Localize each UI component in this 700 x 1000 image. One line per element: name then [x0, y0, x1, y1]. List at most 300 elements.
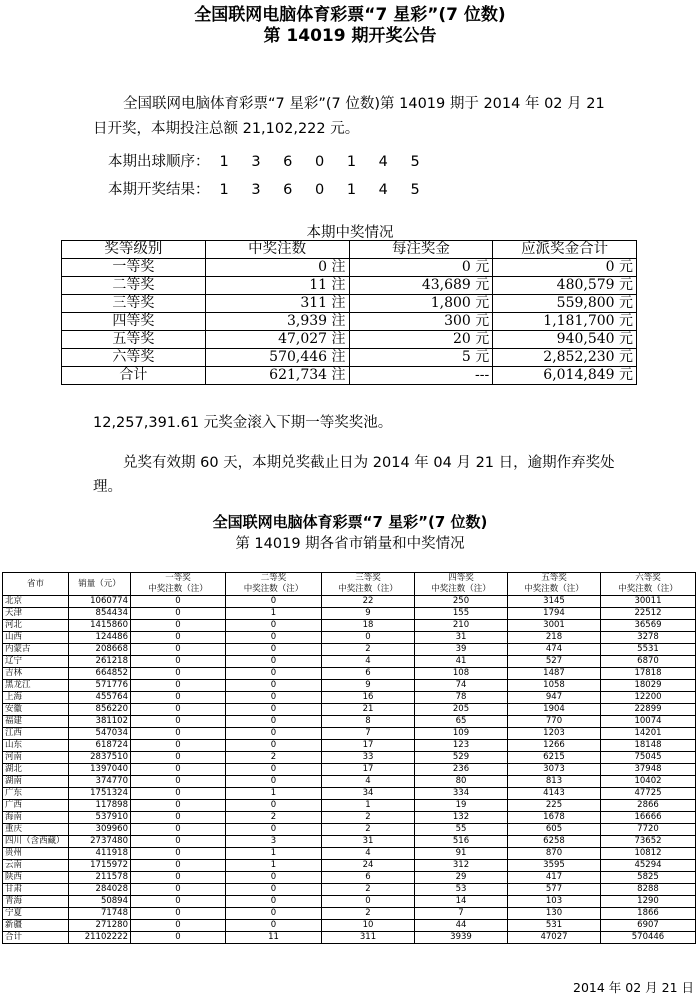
province-row	[3, 836, 696, 848]
province-sales-cell: 284028	[69, 884, 131, 896]
prize-row	[62, 277, 637, 295]
draw-result-numbers: 1 3 6 0 1 4 5	[219, 182, 429, 198]
province-sales-cell: 618724	[69, 740, 131, 752]
province-count-cell: 527	[508, 656, 601, 668]
announcement-title: 全国联网电脑体育彩票“7 星彩”(7 位数)	[194, 5, 506, 25]
province-count-cell: 3145	[508, 596, 601, 608]
province-count-cell: 3278	[601, 632, 696, 644]
province-count-cell: 210	[415, 620, 508, 632]
prize-table	[61, 240, 637, 385]
province-row	[3, 692, 696, 704]
province-count-cell: 417	[508, 872, 601, 884]
prize-row	[62, 295, 637, 313]
level-header	[601, 573, 696, 596]
province-name-cell: 青海	[3, 896, 69, 908]
validity-line-1: 兑奖有效期 60 天，本期兑奖截止日为 2014 年 04 月 21 日，逾期作弃奖处	[123, 455, 615, 471]
province-sales-cell: 1715972	[69, 860, 131, 872]
province-count-cell: 0	[226, 716, 322, 728]
province-count-cell: 4	[322, 776, 415, 788]
province-row	[3, 716, 696, 728]
province-count-cell: 570446	[601, 932, 696, 944]
province-count-cell: 0	[226, 908, 322, 920]
draw-order-label: 本期出球顺序：	[108, 154, 210, 170]
prize-value-cell: 559,800 元	[493, 295, 637, 313]
level-name: 四等奖	[448, 573, 474, 583]
province-count-cell: 1290	[601, 896, 696, 908]
province-count-cell: 6870	[601, 656, 696, 668]
province-count-cell: 36569	[601, 620, 696, 632]
province-count-cell: 65	[415, 716, 508, 728]
province-count-cell: 2	[322, 644, 415, 656]
sales-subtitle: 第 14019 期各省市销量和中奖情况	[235, 536, 465, 552]
province-row	[3, 728, 696, 740]
province-count-cell: 109	[415, 728, 508, 740]
province-count-cell: 91	[415, 848, 508, 860]
province-count-cell: 47027	[508, 932, 601, 944]
prize-value-cell: 940,540 元	[493, 331, 637, 349]
province-count-cell: 0	[226, 644, 322, 656]
province-sales-cell: 411918	[69, 848, 131, 860]
province-count-cell: 34	[322, 788, 415, 800]
province-count-cell: 24	[322, 860, 415, 872]
level-count-label: 中奖注数（注）	[618, 584, 678, 594]
province-count-cell: 19	[415, 800, 508, 812]
province-count-cell: 3939	[415, 932, 508, 944]
province-sales-cell: 1751324	[69, 788, 131, 800]
province-count-cell: 2	[226, 812, 322, 824]
province-name-cell: 河北	[3, 620, 69, 632]
province-count-cell: 218	[508, 632, 601, 644]
province-count-cell: 0	[131, 836, 226, 848]
province-count-cell: 55	[415, 824, 508, 836]
province-sales-cell: 309960	[69, 824, 131, 836]
prize-value-cell: 47,027 注	[205, 331, 349, 349]
level-count-label: 中奖注数（注）	[524, 584, 584, 594]
province-count-cell: 31	[322, 836, 415, 848]
prize-value-cell: 1,181,700 元	[493, 313, 637, 331]
province-count-cell: 0	[131, 848, 226, 860]
province-count-cell: 0	[131, 752, 226, 764]
province-count-cell: 0	[226, 872, 322, 884]
prize-value-cell: 2,852,230 元	[493, 349, 637, 367]
prize-value-cell: ---	[349, 367, 493, 385]
province-count-cell: 37948	[601, 764, 696, 776]
level-header	[322, 573, 415, 596]
province-count-cell: 1	[226, 848, 322, 860]
province-count-cell: 103	[508, 896, 601, 908]
province-count-cell: 0	[131, 764, 226, 776]
province-count-cell: 9	[322, 680, 415, 692]
province-sales-cell: 547034	[69, 728, 131, 740]
province-name-cell: 广东	[3, 788, 69, 800]
province-count-cell: 947	[508, 692, 601, 704]
province-count-cell: 0	[226, 896, 322, 908]
province-count-cell: 30011	[601, 596, 696, 608]
prize-header-cell: 中奖注数	[205, 241, 349, 259]
prize-row	[62, 331, 637, 349]
province-count-cell: 39	[415, 644, 508, 656]
province-row	[3, 824, 696, 836]
province-sales-cell: 537910	[69, 812, 131, 824]
province-count-cell: 10812	[601, 848, 696, 860]
province-count-cell: 236	[415, 764, 508, 776]
prize-table-header-row	[62, 241, 637, 259]
province-sales-cell: 21102222	[69, 932, 131, 944]
province-count-cell: 155	[415, 608, 508, 620]
province-name-cell: 天津	[3, 608, 69, 620]
province-count-cell: 0	[226, 728, 322, 740]
province-count-cell: 22899	[601, 704, 696, 716]
province-count-cell: 0	[131, 920, 226, 932]
province-header: 省市	[3, 573, 69, 596]
province-count-cell: 73652	[601, 836, 696, 848]
prize-value-cell: 0 元	[349, 259, 493, 277]
prize-level-cell: 六等奖	[62, 349, 206, 367]
province-count-cell: 0	[131, 872, 226, 884]
province-row	[3, 848, 696, 860]
province-count-cell: 21	[322, 704, 415, 716]
province-count-cell: 4143	[508, 788, 601, 800]
province-sales-cell: 117898	[69, 800, 131, 812]
province-name-cell: 甘肃	[3, 884, 69, 896]
draw-order-numbers: 1 3 6 0 1 4 5	[219, 154, 429, 170]
level-header	[508, 573, 601, 596]
province-count-cell: 3595	[508, 860, 601, 872]
prize-value-cell: 1,800 元	[349, 295, 493, 313]
level-name: 六等奖	[635, 573, 661, 583]
province-count-cell: 0	[226, 680, 322, 692]
prize-value-cell: 43,689 元	[349, 277, 493, 295]
province-count-cell: 130	[508, 908, 601, 920]
province-name-cell: 吉林	[3, 668, 69, 680]
province-count-cell: 108	[415, 668, 508, 680]
province-count-cell: 0	[322, 632, 415, 644]
province-count-cell: 0	[131, 644, 226, 656]
province-count-cell: 31	[415, 632, 508, 644]
province-count-cell: 250	[415, 596, 508, 608]
province-count-cell: 1678	[508, 812, 601, 824]
rollover-note: 12,257,391.61 元奖金滚入下期一等奖奖池。	[93, 415, 393, 431]
province-count-cell: 334	[415, 788, 508, 800]
province-row	[3, 860, 696, 872]
level-header	[415, 573, 508, 596]
province-sales-cell: 124486	[69, 632, 131, 644]
province-name-cell: 云南	[3, 860, 69, 872]
prize-value-cell: 0 元	[493, 259, 637, 277]
level-name: 三等奖	[355, 573, 381, 583]
province-count-cell: 78	[415, 692, 508, 704]
province-sales-cell: 71748	[69, 908, 131, 920]
province-row	[3, 800, 696, 812]
province-count-cell: 16	[322, 692, 415, 704]
province-count-cell: 10402	[601, 776, 696, 788]
prize-value-cell: 480,579 元	[493, 277, 637, 295]
province-sales-cell: 211578	[69, 872, 131, 884]
province-count-cell: 44	[415, 920, 508, 932]
province-count-cell: 0	[226, 668, 322, 680]
province-count-cell: 0	[226, 764, 322, 776]
prize-value-cell: 6,014,849 元	[493, 367, 637, 385]
province-count-cell: 7720	[601, 824, 696, 836]
prize-value-cell: 621,734 注	[205, 367, 349, 385]
province-count-cell: 14201	[601, 728, 696, 740]
province-count-cell: 17818	[601, 668, 696, 680]
draw-result	[108, 178, 429, 199]
province-count-cell: 0	[322, 896, 415, 908]
province-row	[3, 680, 696, 692]
province-sales-cell: 50894	[69, 896, 131, 908]
province-row	[3, 632, 696, 644]
level-header	[131, 573, 226, 596]
province-row	[3, 872, 696, 884]
province-name-cell: 贵州	[3, 848, 69, 860]
prize-level-cell: 合计	[62, 367, 206, 385]
province-count-cell: 3073	[508, 764, 601, 776]
province-name-cell: 山西	[3, 632, 69, 644]
province-sales-cell: 856220	[69, 704, 131, 716]
province-name-cell: 安徽	[3, 704, 69, 716]
province-count-cell: 2	[322, 824, 415, 836]
province-count-cell: 8288	[601, 884, 696, 896]
province-name-cell: 四川（含西藏）	[3, 836, 69, 848]
province-count-cell: 6258	[508, 836, 601, 848]
province-row	[3, 644, 696, 656]
province-count-cell: 45294	[601, 860, 696, 872]
province-name-cell: 辽宁	[3, 656, 69, 668]
province-count-cell: 123	[415, 740, 508, 752]
prize-header-cell: 应派奖金合计	[493, 241, 637, 259]
announcement-subtitle: 第 14019 期开奖公告	[263, 26, 437, 46]
province-count-cell: 0	[131, 788, 226, 800]
province-count-cell: 6	[322, 668, 415, 680]
province-count-cell: 0	[131, 632, 226, 644]
province-name-cell: 海南	[3, 812, 69, 824]
province-sales-cell: 1415860	[69, 620, 131, 632]
prize-value-cell: 3,939 注	[205, 313, 349, 331]
level-count-label: 中奖注数（注）	[243, 584, 304, 594]
province-count-cell: 7	[322, 728, 415, 740]
province-count-cell: 0	[131, 908, 226, 920]
prize-level-cell: 三等奖	[62, 295, 206, 313]
province-sales-cell: 374770	[69, 776, 131, 788]
province-count-cell: 8	[322, 716, 415, 728]
province-count-cell: 0	[226, 884, 322, 896]
province-row	[3, 656, 696, 668]
province-count-cell: 0	[131, 716, 226, 728]
province-count-cell: 577	[508, 884, 601, 896]
province-count-cell: 5825	[601, 872, 696, 884]
province-row	[3, 608, 696, 620]
province-count-cell: 2	[226, 752, 322, 764]
province-count-cell: 0	[226, 824, 322, 836]
province-name-cell: 合计	[3, 932, 69, 944]
province-count-cell: 0	[131, 608, 226, 620]
level-count-label: 中奖注数（注）	[338, 584, 398, 594]
province-count-cell: 0	[226, 920, 322, 932]
province-count-cell: 0	[131, 884, 226, 896]
province-table-body	[3, 596, 696, 944]
prize-value-cell: 0 注	[205, 259, 349, 277]
province-count-cell: 10	[322, 920, 415, 932]
province-name-cell: 湖南	[3, 776, 69, 788]
prize-table-body	[62, 259, 637, 385]
province-name-cell: 内蒙古	[3, 644, 69, 656]
province-count-cell: 3	[226, 836, 322, 848]
prize-value-cell: 11 注	[205, 277, 349, 295]
province-count-cell: 0	[226, 656, 322, 668]
province-count-cell: 605	[508, 824, 601, 836]
province-count-cell: 0	[131, 824, 226, 836]
footer-date: 2014 年 02 月 21 日	[573, 980, 694, 995]
province-count-cell: 311	[322, 932, 415, 944]
province-count-cell: 29	[415, 872, 508, 884]
province-name-cell: 陕西	[3, 872, 69, 884]
province-name-cell: 山东	[3, 740, 69, 752]
level-name: 一等奖	[165, 573, 191, 583]
province-row	[3, 764, 696, 776]
prize-row	[62, 367, 637, 385]
province-count-cell: 0	[226, 800, 322, 812]
prize-value-cell: 20 元	[349, 331, 493, 349]
province-count-cell: 6907	[601, 920, 696, 932]
province-count-cell: 0	[131, 860, 226, 872]
province-count-cell: 1794	[508, 608, 601, 620]
prize-header-cell: 每注奖金	[349, 241, 493, 259]
level-name: 二等奖	[260, 573, 287, 583]
prize-level-cell: 五等奖	[62, 331, 206, 349]
province-count-cell: 18	[322, 620, 415, 632]
province-count-cell: 0	[226, 620, 322, 632]
province-count-cell: 474	[508, 644, 601, 656]
prize-row	[62, 259, 637, 277]
province-count-cell: 0	[131, 932, 226, 944]
province-count-cell: 11	[226, 932, 322, 944]
province-count-cell: 0	[131, 704, 226, 716]
province-count-cell: 770	[508, 716, 601, 728]
province-name-cell: 河南	[3, 752, 69, 764]
province-count-cell: 2	[322, 908, 415, 920]
province-count-cell: 22512	[601, 608, 696, 620]
province-name-cell: 广西	[3, 800, 69, 812]
province-sales-cell: 208668	[69, 644, 131, 656]
province-row	[3, 812, 696, 824]
province-count-cell: 0	[131, 800, 226, 812]
province-row	[3, 908, 696, 920]
province-count-cell: 1904	[508, 704, 601, 716]
province-count-cell: 1	[322, 800, 415, 812]
province-count-cell: 0	[131, 596, 226, 608]
sales-title: 全国联网电脑体育彩票“7 星彩”(7 位数)	[212, 513, 488, 531]
province-count-cell: 1	[226, 788, 322, 800]
province-name-cell: 湖北	[3, 764, 69, 776]
sales-header: 销量（元）	[69, 573, 131, 596]
province-count-cell: 6	[322, 872, 415, 884]
province-count-cell: 6215	[508, 752, 601, 764]
province-count-cell: 18029	[601, 680, 696, 692]
province-row	[3, 668, 696, 680]
level-count-label: 中奖注数（注）	[431, 584, 491, 594]
province-count-cell: 531	[508, 920, 601, 932]
province-row	[3, 788, 696, 800]
province-sales-cell: 381102	[69, 716, 131, 728]
province-sales-table	[2, 572, 696, 944]
province-count-cell: 0	[131, 812, 226, 824]
prize-table-caption: 本期中奖情况	[306, 225, 394, 241]
province-count-cell: 1203	[508, 728, 601, 740]
province-row	[3, 884, 696, 896]
province-count-cell: 0	[226, 596, 322, 608]
intro-line-2: 日开奖，本期投注总额 21,102,222 元。	[93, 121, 360, 137]
province-name-cell: 福建	[3, 716, 69, 728]
province-count-cell: 80	[415, 776, 508, 788]
level-count-label: 中奖注数（注）	[148, 584, 208, 594]
province-count-cell: 1866	[601, 908, 696, 920]
province-count-cell: 0	[226, 776, 322, 788]
province-count-cell: 53	[415, 884, 508, 896]
province-count-cell: 132	[415, 812, 508, 824]
draw-result-label: 本期开奖结果：	[108, 182, 210, 198]
province-count-cell: 2866	[601, 800, 696, 812]
province-count-cell: 0	[131, 740, 226, 752]
level-name: 五等奖	[541, 573, 567, 583]
province-row	[3, 920, 696, 932]
province-count-cell: 75045	[601, 752, 696, 764]
province-row	[3, 752, 696, 764]
province-count-cell: 18148	[601, 740, 696, 752]
province-count-cell: 0	[131, 776, 226, 788]
province-sales-cell: 664852	[69, 668, 131, 680]
province-count-cell: 0	[226, 740, 322, 752]
level-header	[226, 573, 322, 596]
prize-value-cell: 311 注	[205, 295, 349, 313]
province-sales-cell: 2737480	[69, 836, 131, 848]
province-name-cell: 北京	[3, 596, 69, 608]
province-count-cell: 12200	[601, 692, 696, 704]
province-count-cell: 0	[226, 704, 322, 716]
province-sales-cell: 271280	[69, 920, 131, 932]
province-row	[3, 740, 696, 752]
province-count-cell: 41	[415, 656, 508, 668]
prize-value-cell: 5 元	[349, 349, 493, 367]
province-count-cell: 16666	[601, 812, 696, 824]
province-count-cell: 3001	[508, 620, 601, 632]
province-count-cell: 4	[322, 656, 415, 668]
province-count-cell: 225	[508, 800, 601, 812]
province-count-cell: 0	[131, 728, 226, 740]
province-row	[3, 896, 696, 908]
province-count-cell: 33	[322, 752, 415, 764]
province-name-cell: 重庆	[3, 824, 69, 836]
province-count-cell: 0	[131, 668, 226, 680]
validity-line-2: 理。	[93, 479, 122, 495]
draw-order	[108, 150, 429, 171]
province-count-cell: 47725	[601, 788, 696, 800]
province-count-cell: 0	[131, 620, 226, 632]
province-table-header-row	[3, 573, 696, 596]
province-count-cell: 1058	[508, 680, 601, 692]
province-count-cell: 205	[415, 704, 508, 716]
province-count-cell: 516	[415, 836, 508, 848]
province-sales-cell: 455764	[69, 692, 131, 704]
province-sales-cell: 261218	[69, 656, 131, 668]
province-count-cell: 4	[322, 848, 415, 860]
province-sales-cell: 571776	[69, 680, 131, 692]
province-count-cell: 0	[226, 632, 322, 644]
province-row	[3, 596, 696, 608]
province-name-cell: 新疆	[3, 920, 69, 932]
province-sales-cell: 1060774	[69, 596, 131, 608]
prize-header-cell: 奖等级别	[62, 241, 206, 259]
